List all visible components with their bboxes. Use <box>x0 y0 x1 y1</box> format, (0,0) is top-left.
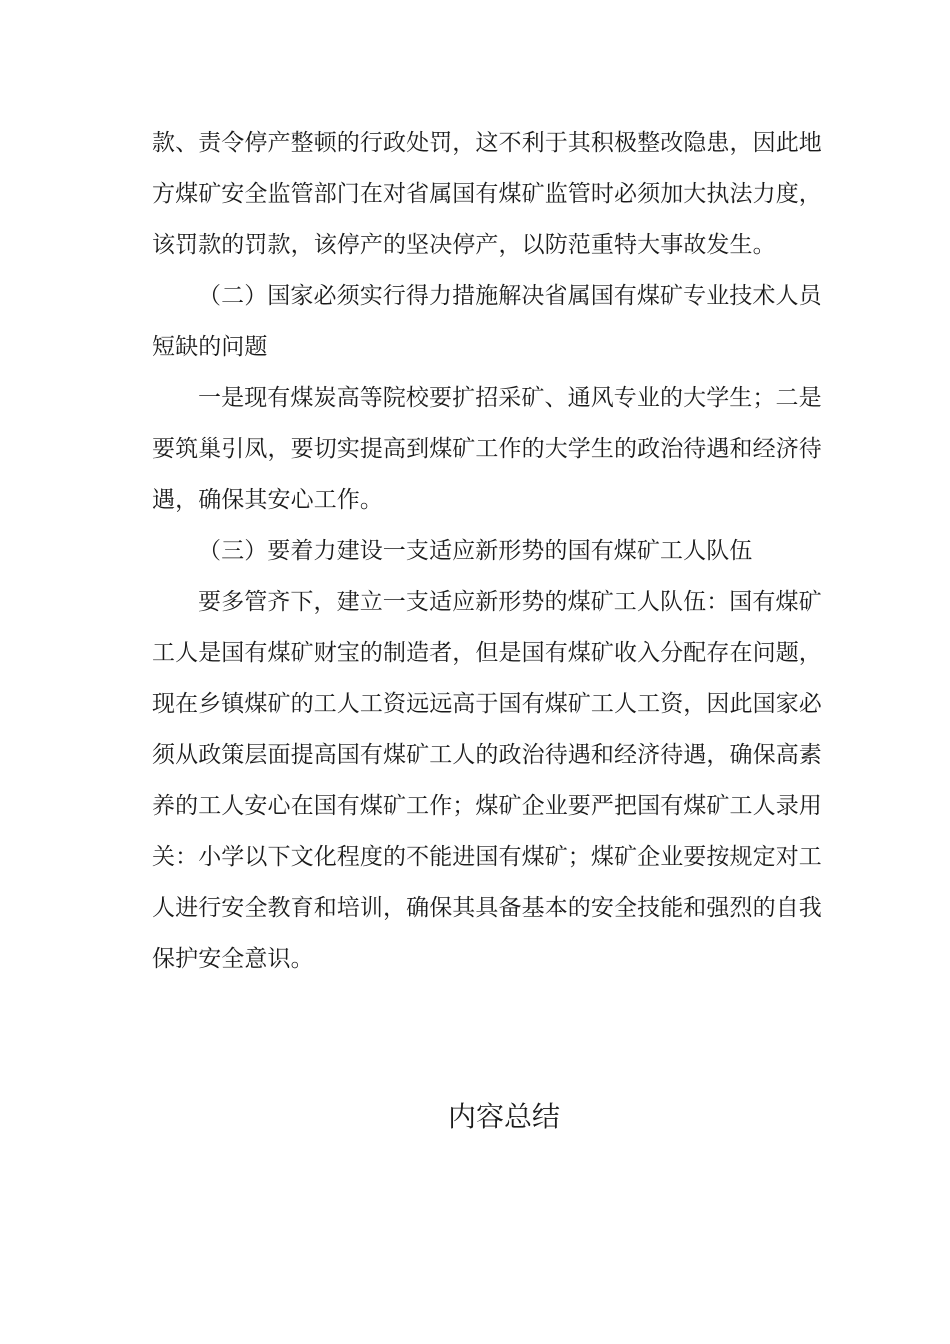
paragraph-line: 一是现有煤炭高等院校要扩招采矿、通风专业的大学生；二是 <box>198 385 822 411</box>
paragraph-line: 养的工人安心在国有煤矿工作；煤矿企业要严把国有煤矿工人录用 <box>152 793 822 819</box>
section-heading-2: （二）国家必须实行得力措施解决省属国有煤矿专业技术人员 <box>198 283 822 309</box>
paragraph-line: 工人是国有煤矿财宝的制造者，但是国有煤矿收入分配存在问题， <box>152 640 822 666</box>
body-text <box>152 118 822 985</box>
paragraph-line: 须从政策层面提高国有煤矿工人的政治待遇和经济待遇，确保高素 <box>152 742 822 768</box>
paragraph-line: 方煤矿安全监管部门在对省属国有煤矿监管时必须加大执法力度， <box>152 181 822 207</box>
section-heading-2-continued: 短缺的问题 <box>152 334 268 360</box>
summary-title: 内容总结 <box>447 1100 560 1133</box>
section-heading-3: （三）要着力建设一支适应新形势的国有煤矿工人队伍 <box>198 538 753 564</box>
paragraph-line: 要多管齐下，建立一支适应新形势的煤矿工人队伍：国有煤矿 <box>198 589 822 615</box>
paragraph-line: 要筑巢引凤，要切实提高到煤矿工作的大学生的政治待遇和经济待 <box>152 436 822 462</box>
paragraph-line: 遇，确保其安心工作。 <box>152 487 383 513</box>
paragraph-line: 现在乡镇煤矿的工人工资远远高于国有煤矿工人工资，因此国家必 <box>152 691 822 717</box>
paragraph-line: 款、责令停产整顿的行政处罚，这不利于其积极整改隐患，因此地 <box>152 130 822 156</box>
paragraph-line: 保护安全意识。 <box>152 946 314 972</box>
paragraph-line: 关：小学以下文化程度的不能进国有煤矿；煤矿企业要按规定对工 <box>152 844 822 870</box>
paragraph-line: 该罚款的罚款，该停产的坚决停产，以防范重特大事故发生。 <box>152 232 776 258</box>
paragraph-line: 人进行安全教育和培训，确保其具备基本的安全技能和强烈的自我 <box>152 895 822 921</box>
